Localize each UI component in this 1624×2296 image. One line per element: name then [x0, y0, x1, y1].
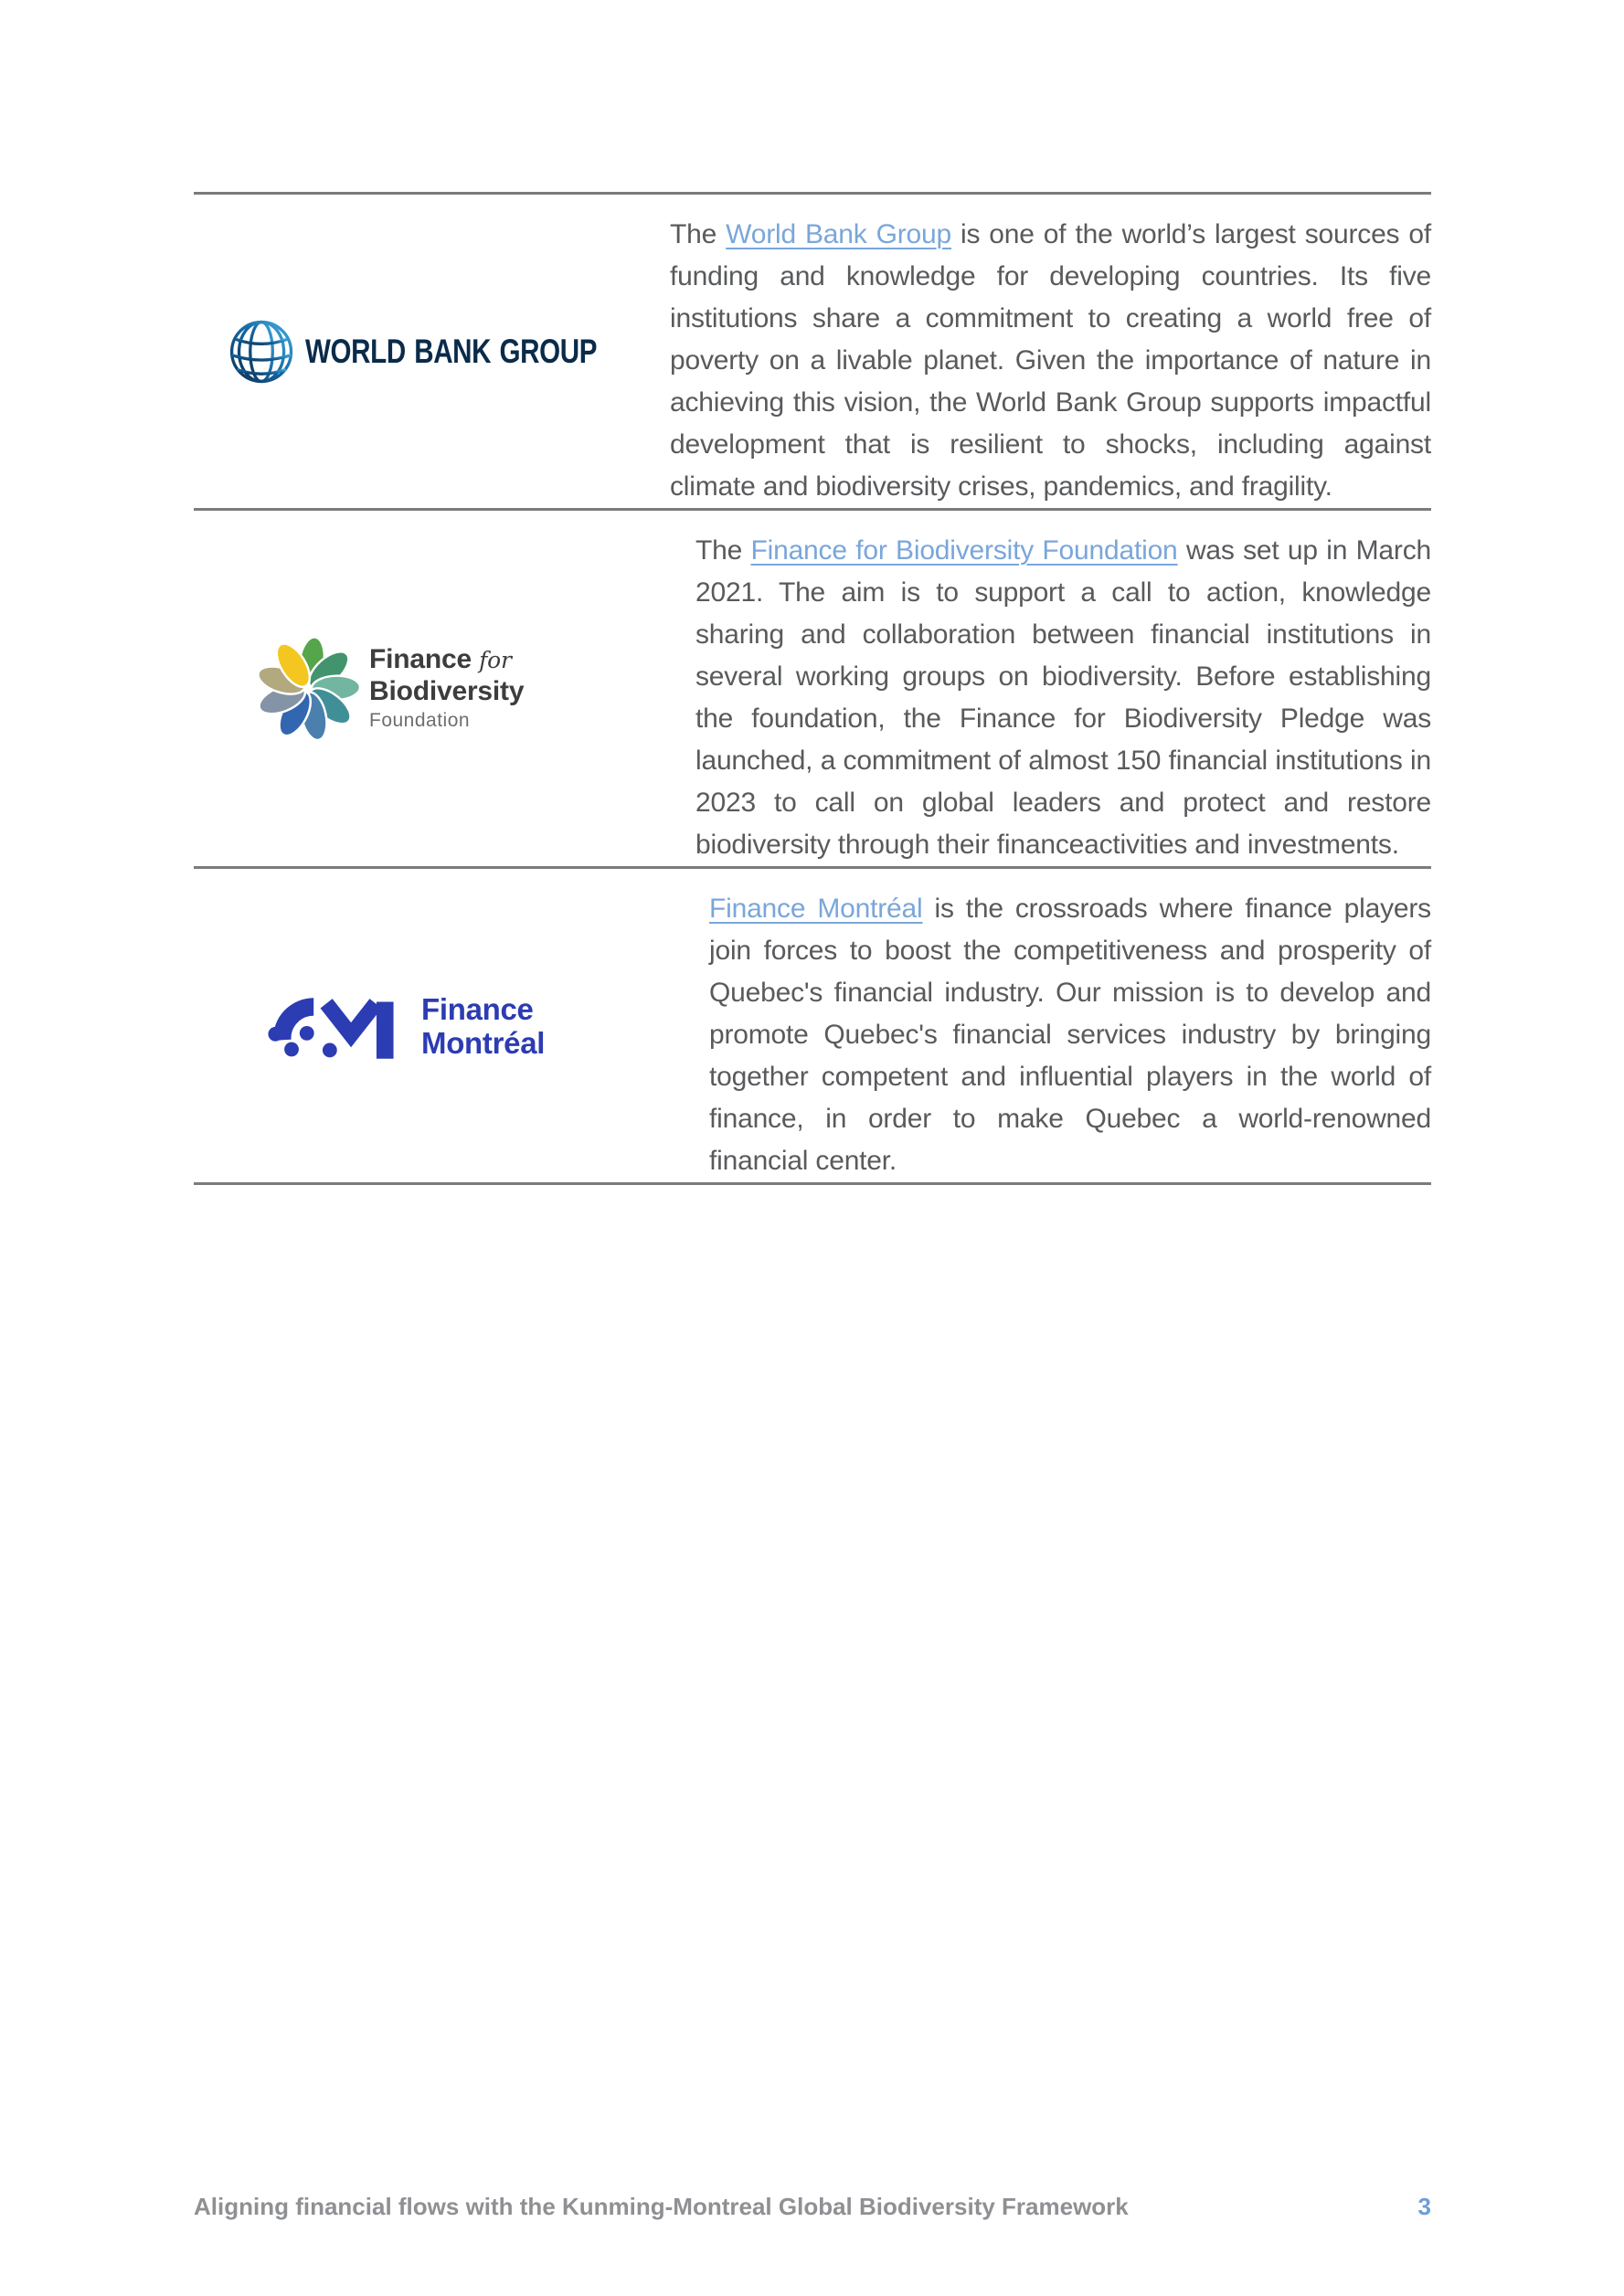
partner-description: [709, 888, 1431, 1182]
partner-row-finance-for-biodiversity: [194, 508, 1431, 866]
page-number: 3: [1417, 2193, 1431, 2220]
world-bank-globe-icon: [228, 313, 294, 390]
ffb-for-text: for: [479, 647, 512, 673]
finance-biodiversity-flower-icon: [254, 632, 362, 746]
finance-biodiversity-link[interactable]: Finance for Biodiversity Foundation: [750, 535, 1178, 566]
partner-description: [670, 214, 1431, 508]
ffb-line-biodiversity: Biodiversity: [369, 676, 525, 706]
finance-montreal-description-cell: [709, 869, 1431, 1182]
description-text-post: is one of the world’s largest sources of funding and knowledge for developing countries. Its five institutions share a commitment to creating a world free of poverty on a livable planet. Given the importance of nature in achieving this vision, the World Bank Group supports impactful development that is resilient to shocks, including against climate and biodiversity crises, pandemics, and fragility.: [670, 219, 1432, 502]
finance-montreal-logo: [194, 869, 709, 1182]
ffb-line-finance: [369, 644, 524, 676]
partners-table: [194, 192, 1431, 1185]
finance-biodiversity-logo: [194, 511, 695, 866]
partner-row-finance-montreal: [194, 866, 1431, 1182]
finance-montreal-wordmark: [421, 992, 545, 1060]
world-bank-description-cell: [670, 195, 1431, 508]
description-text-post: is the crossroads where finance players join forces to boost the competitiveness and prosperity of Quebec's financial industry. Our mission is to develop and promote Quebec's financial services industry by bringing together competent and influential players in the world of finance, in order to make Quebec a world-renowned financial center.: [709, 894, 1431, 1176]
partner-description: [695, 530, 1431, 866]
finance-montreal-icon: [268, 987, 412, 1064]
finance-biodiversity-wordmark: [369, 644, 524, 733]
description-text-pre: The: [695, 535, 751, 566]
footer-running-title: Aligning financial flows with the Kunming-Montreal Global Biodiversity Framework: [194, 2193, 1129, 2220]
description-text-pre: The: [670, 219, 727, 249]
partner-row-world-bank-group: [194, 192, 1431, 508]
fm-line-montreal: Montréal: [421, 1025, 546, 1060]
world-bank-wordmark: WORLD BANK GROUP: [305, 332, 598, 370]
world-bank-group-link[interactable]: World Bank Group: [726, 219, 951, 249]
finance-montreal-link[interactable]: Finance Montréal: [709, 894, 923, 924]
ffb-finance-text: Finance: [369, 644, 472, 674]
page-footer: [194, 2193, 1431, 2221]
finance-biodiversity-description-cell: [695, 511, 1431, 866]
fm-line-finance: Finance: [421, 991, 534, 1026]
world-bank-group-logo: [194, 195, 670, 508]
description-text-post: was set up in March 2021. The aim is to support a call to action, knowledge sharing and collaboration between financial institutions in several working groups on biodiversity. Before establishing the foundation, the Finance for Biodiversity Pledge was launched, a commitment of almost 150 financial institutions in 2023 to call on global leaders and protect and restore biodiversity through their financeactivities and investments.: [695, 535, 1431, 860]
ffb-line-foundation: Foundation: [369, 710, 471, 731]
